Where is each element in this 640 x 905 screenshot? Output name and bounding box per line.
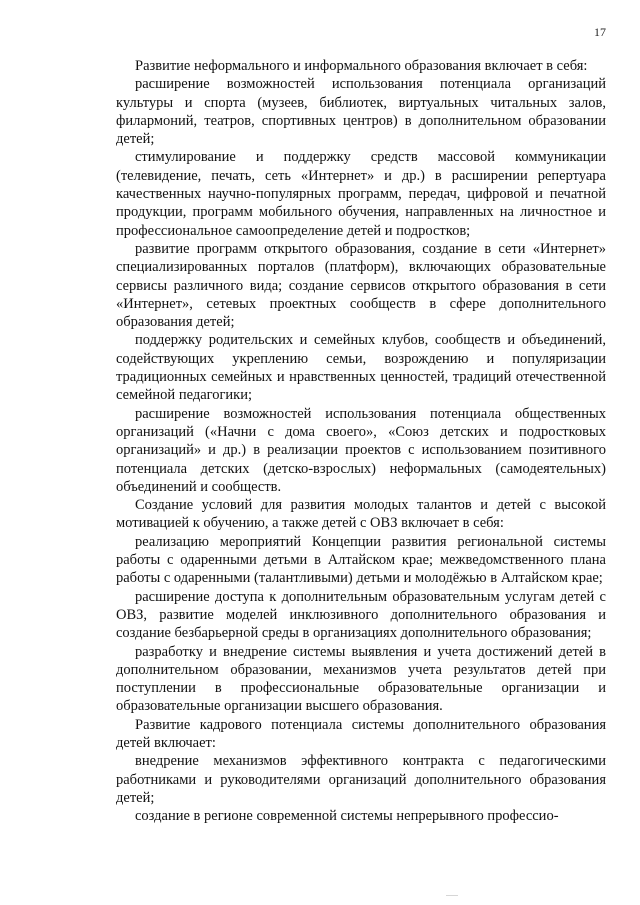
paragraph: Создание условий для развития молодых талантов и детей с высокой мотивацией к обучению, а также детей с ОВЗ включает в себя:	[116, 497, 606, 532]
scan-artifact	[446, 895, 458, 900]
paragraph: Развитие кадрового потенциала системы дополнительного образования детей включает:	[116, 716, 606, 751]
page-number: 17	[594, 25, 606, 39]
paragraph: расширение доступа к дополнительным образовательным услугам детей с ОВЗ, развитие моделей инклюзивного дополнительного образования и создание безбарьерной среды в организациях дополнительного образования;	[116, 588, 606, 642]
document-body	[116, 57, 606, 825]
paragraph: расширение возможностей использования потенциала организаций культуры и спорта (музеев, библиотек, виртуальных читальных залов, филармоний, театров, спортивных центров) в дополнительном образовании детей;	[116, 76, 606, 148]
paragraph: расширение возможностей использования потенциала общественных организаций («Начни с дома своего», «Союз детских и подростковых организаций» и др.) в реализации проектов с использованием позитивного потенциала детских (детско-взрослых) неформальных (самодеятельных) объединений и сообществ.	[116, 405, 606, 495]
paragraph: внедрение механизмов эффективного контракта с педагогическими работниками и руководителями организаций дополнительного образования детей;	[116, 753, 606, 806]
paragraph: Развитие неформального и информального образования включает в себя:	[135, 58, 588, 74]
paragraph: реализацию мероприятий Концепции развития региональной системы работы с одаренными детьми в Алтайском крае; межведомственного плана работы с одаренными (талантливыми) детьми и молодёжью в Алтайском крае;	[116, 533, 606, 587]
paragraph: поддержку родительских и семейных клубов, сообществ и объединений, содействующих укреплению семьи, возрождению и популяризации традиционных семейных и нравственных ценностей, традиций отечественной семейной педагогики;	[116, 332, 606, 404]
paragraph: создание в регионе современной системы непрерывного профессио-	[135, 808, 559, 825]
paragraph: стимулирование и поддержку средств массовой коммуникации (телевидение, печать, сеть «Интернет» и др.) в расширении репертуара качественных научно-популярных программ, передач, цифровой и печатной продукции, программ мобильного обучения, направленных на личностное и профессиональное самоопределение детей и подростков;	[116, 149, 606, 239]
paragraph: развитие программ открытого образования, создание в сети «Интернет» специализированных порталов (платформ), включающих образовательные сервисы различного вида; создание сервисов открытого образования в сети «Интернет», сетевых проектных сообществ в сфере дополнительного образования детей;	[116, 240, 606, 331]
paragraph: разработку и внедрение системы выявления и учета достижений детей в дополнительном образовании, механизмов учета результатов детей при поступлении в профессиональные образовательные организации и образовательные организации высшего образования.	[116, 643, 606, 715]
